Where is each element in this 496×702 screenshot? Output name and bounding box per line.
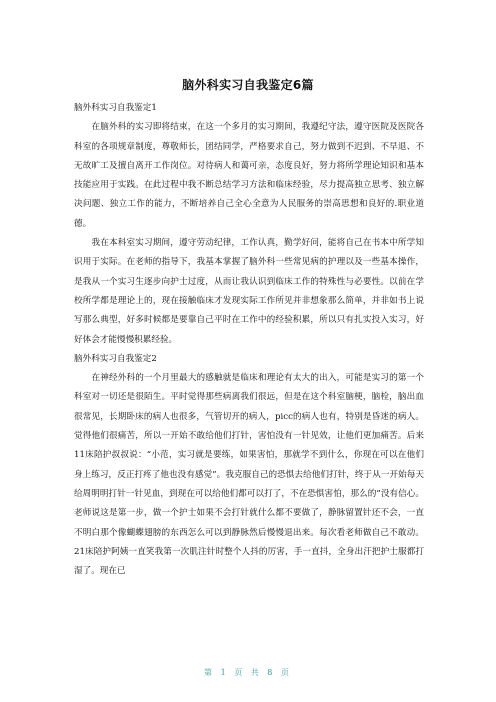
section-heading: 脑外科实习自我鉴定1 [74, 103, 157, 113]
page-number-footer: 第 1 页 共 8 页 [204, 668, 292, 677]
document-body [74, 99, 424, 581]
document-title: 脑外科实习自我鉴定6篇 [182, 78, 314, 92]
body-paragraph: 在神经外科的一个月里最大的感触就是临床和理论有太大的出入，可能是实习的第一个科室对一切还是很陌生。平时觉得那些病离我们很远，但是在这个科室脑梗，脑栓，脑出血很常见，长期卧床的病人也很多，气管切开的病人，picc的病人也有，特别是昏迷的病人。觉得他们很痛苦，所以一开始不敢给他们打针，害怕没有一针见效，让他们更加痛苦。后来11床陪护叔叔说：“小范，实习就是要练，如果害怕，那就学不到什么，你现在可以在他们身上练习，反正打疼了他也没有感觉”。我克服自己的恐惧去给他们打针，终于从一开始每天给周明明打针一针见血，到现在可以给他们都可以打了，不在恐惧害怕，那么的”没有信心。老师说这是第一步，做一个护士如果不会打针就什么都不要做了，静脉留置针还不会，一直不明白那个像蝴蝶翅膀的东西怎么可以到静脉然后慢慢退出来。每次看老师做自己不敢动。21床陪护阿姨一直笑我第一次肌注针时整个人抖的厉害，手一直抖，全身出汗把护士服都打湿了。现在已 [74, 373, 424, 577]
body-paragraph: 在脑外科的实习即将结束，在这一个多月的实习期间，我遵纪守法，遵守医院及医院各科室的各项规章制度，尊敬师长，团结同学，严格要求自己，努力做到不迟到、不早退、不无故旷工及擅自离开工作岗位。对待病人和蔼可亲，态度良好，努力将所学理论知识和基本技能应用于实践。在此过程中我不断总结学习方法和临床经验，尽力提高独立思考、独立解决问题、独立工作的能力，不断培养自己全心全意为人民服务的崇高思想和良好的.职业道德。 [74, 122, 424, 229]
section-heading: 脑外科实习自我鉴定2 [74, 353, 157, 364]
body-paragraph: 我在本科室实习期间，遵守劳动纪律，工作认真，勤学好问，能将自己在书本中所学知识用于实际。在老师的指导下，我基本掌握了脑外科一些常见病的护理以及一些基本操作，是我从一个实习生逐步向护士过度，从而让我认识到临床工作的特殊性与必要性。以前在学校所学都是理论上的，现在接触临床才发现实际工作所见并非想象那么简单，并非如书上说写那么典型，好多时候都是要靠自己平时在工作中的经验积累，所以只有扎实投入实习，好好体会才能慢慢积累经验。 [74, 238, 424, 345]
